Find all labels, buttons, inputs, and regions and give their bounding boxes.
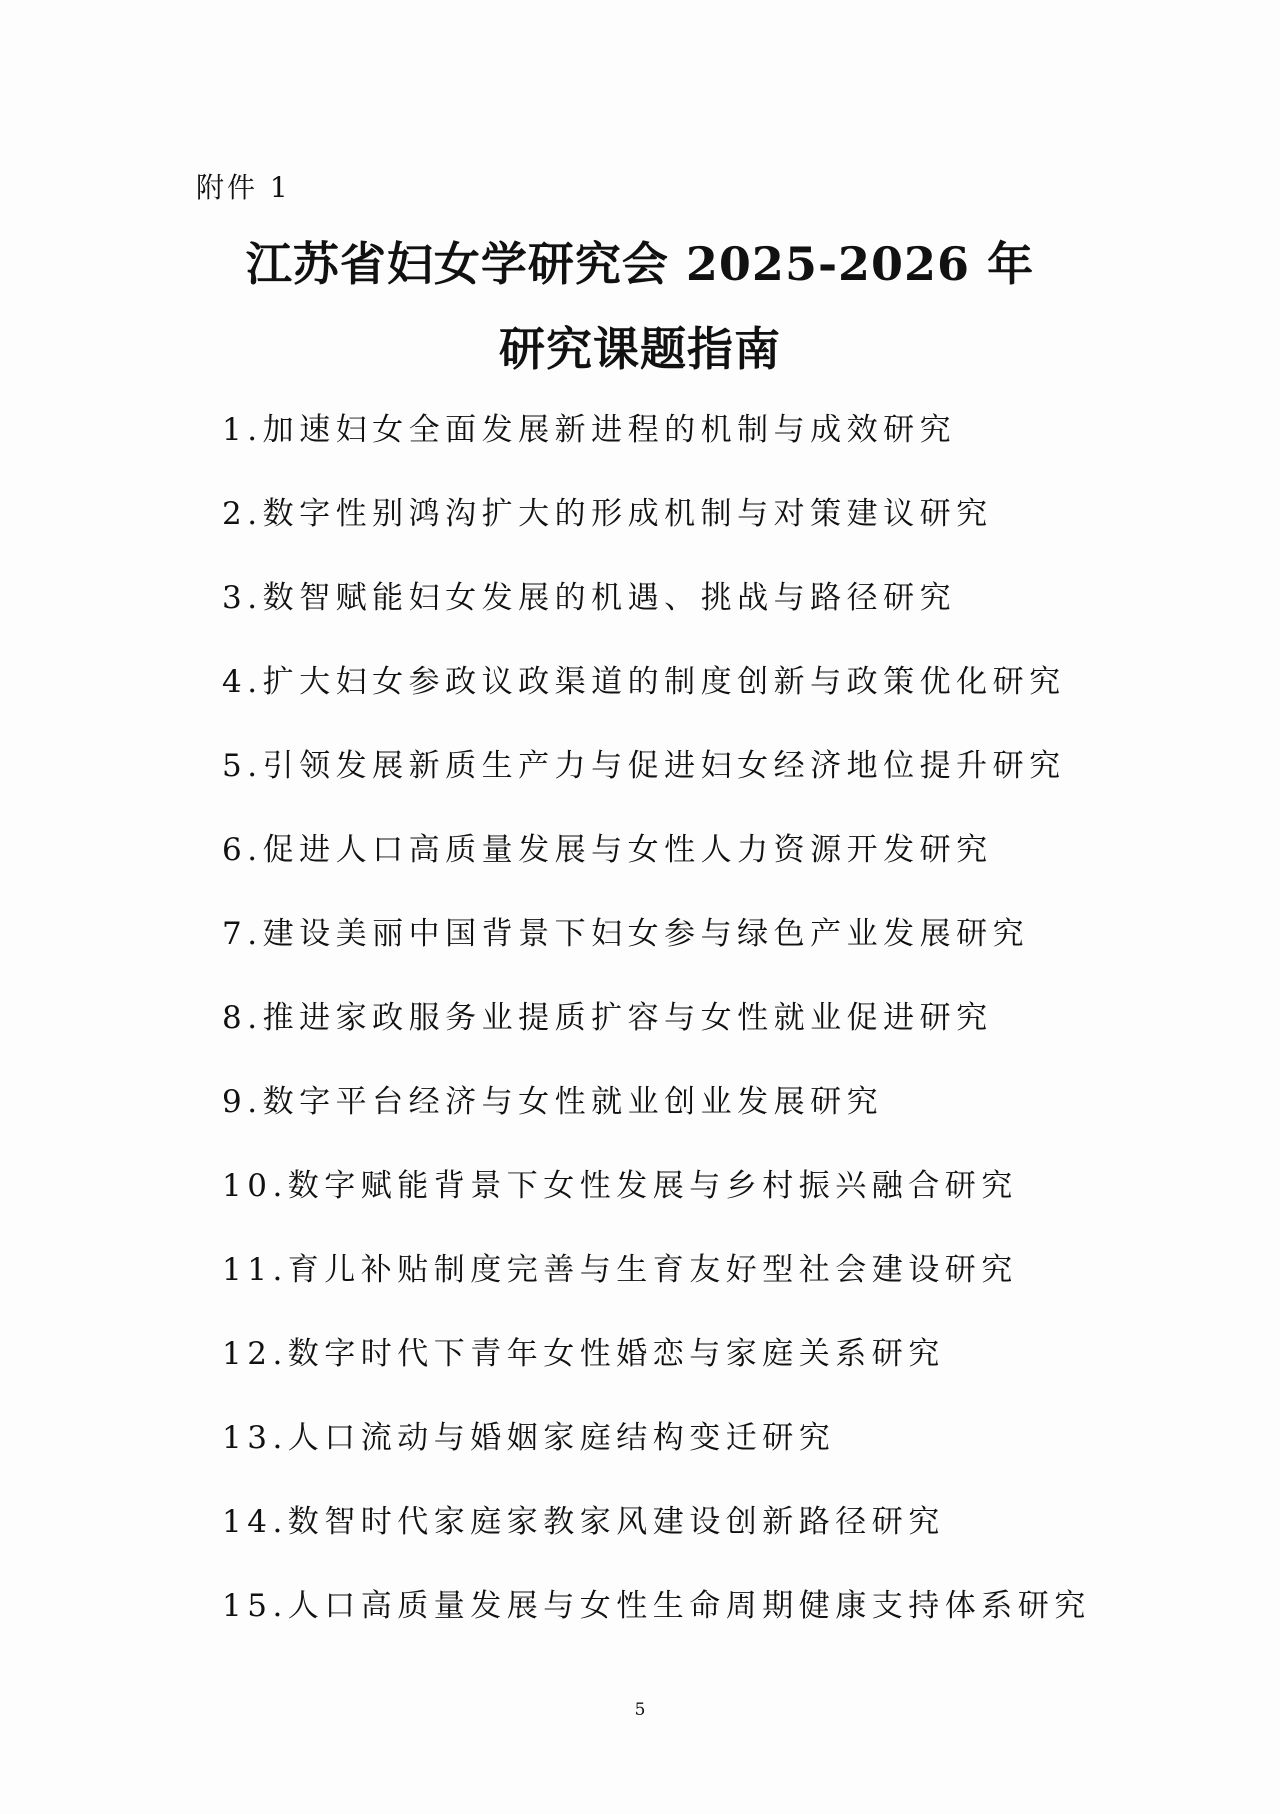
research-topic-item: 12.数字时代下青年女性婚恋与家庭关系研究 [222, 1335, 945, 1372]
research-topic-item: 11.育儿补贴制度完善与生育友好型社会建设研究 [222, 1251, 1018, 1288]
research-topic-item: 2.数字性别鸿沟扩大的形成机制与对策建议研究 [222, 495, 993, 532]
research-topic-item: 10.数字赋能背景下女性发展与乡村振兴融合研究 [222, 1167, 1018, 1204]
research-topic-item: 1.加速妇女全面发展新进程的机制与成效研究 [222, 411, 957, 448]
research-topic-item: 5.引领发展新质生产力与促进妇女经济地位提升研究 [222, 747, 1066, 784]
research-topic-item: 14.数智时代家庭家教家风建设创新路径研究 [222, 1503, 945, 1540]
document-title-line-1: 江苏省妇女学研究会 2025-2026 年 [245, 237, 1035, 291]
page-number: 5 [634, 1700, 646, 1720]
research-topic-item: 4.扩大妇女参政议政渠道的制度创新与政策优化研究 [222, 663, 1066, 700]
research-topic-item: 13.人口流动与婚姻家庭结构变迁研究 [222, 1419, 836, 1456]
research-topic-list [222, 388, 1091, 1648]
attachment-label: 附件 1 [196, 171, 291, 204]
research-topic-item: 9.数字平台经济与女性就业创业发展研究 [222, 1083, 884, 1120]
research-topic-item: 15.人口高质量发展与女性生命周期健康支持体系研究 [222, 1587, 1091, 1624]
research-topic-item: 6.促进人口高质量发展与女性人力资源开发研究 [222, 831, 993, 868]
research-topic-item: 8.推进家政服务业提质扩容与女性就业促进研究 [222, 999, 993, 1036]
document-title-line-2: 研究课题指南 [499, 322, 781, 376]
research-topic-item: 3.数智赋能妇女发展的机遇、挑战与路径研究 [222, 579, 957, 616]
research-topic-item: 7.建设美丽中国背景下妇女参与绿色产业发展研究 [222, 915, 1030, 952]
